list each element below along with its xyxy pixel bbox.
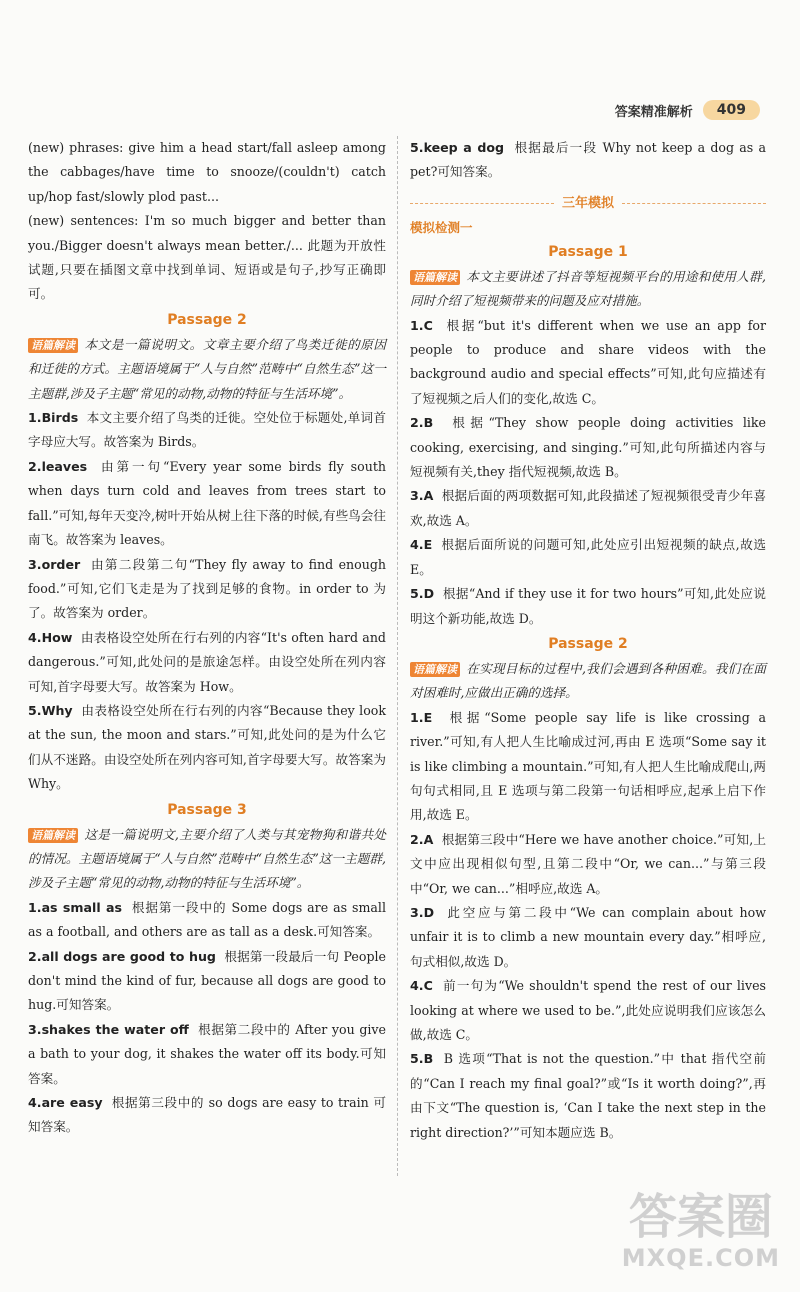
header-title: 答案精准解析: [614, 104, 693, 120]
intro-phrases: (new) phrases: give him a head start/fall asleep among the cabbages/have time to snooze/(couldn't) catch up/hop fast/slowly plod past...: [28, 140, 386, 204]
answer-item: 1.E 根据“Some people say life is like crossing a river.”可知,有人把人生比喻成过河,再由 E 选项“Some say it is like climbing a mountain.”可知,有人把人生比喻成爬山,两句句式相同,且 E 选项与第二段第一句话相呼应,起承上启下作用,故选 E。: [410, 709, 766, 823]
right-column: [410, 136, 766, 1145]
answer-item: 4.are easy 根据第三段中的 so dogs are easy to train 可知答案。: [28, 1095, 386, 1135]
answer-item: 2.leaves 由第一句“Every year some birds fly south when days turn cold and leaves from trees start to fall.”可知,每年天变冷,树叶开始从树上往下落的时候,有些鸟会往南飞。故答案为 leaves。: [28, 458, 386, 548]
summary-tag: 语篇解读: [410, 662, 460, 677]
answer-item: 1.Birds 本文主要介绍了鸟类的迁徙。空处位于标题处,单词首字母应大写。故答案为 Birds。: [28, 410, 386, 450]
answer-item: 1.C 根据“but it's different when we use an app for people to produce and share videos with the background audio and special effects”可知,此句应描述有了短视频之后人们的变化,故选 C。: [410, 317, 767, 406]
passage-summary: 语篇解读 在实现目标的过程中,我们会遇到各种困难。我们在面对困难时,应做出正确的选择。: [410, 660, 766, 701]
passage-title: Passage 2: [548, 635, 628, 652]
summary-tag: 语篇解读: [28, 828, 78, 843]
answer-item: 5.B B 选项“That is not the question.”中 that 指代空前的“Can I reach my final goal?”或“Is it worth doing?”,再由下文“The question is, ‘Can I take the next step in the right direction?’”可知本题应选 B。: [410, 1051, 766, 1140]
passage-title: Passage 1: [548, 243, 628, 260]
passage-title: Passage 3: [167, 801, 247, 818]
column-divider: [397, 136, 398, 1176]
answer-item: 3.shakes the water off 根据第二段中的 After you give a bath to your dog, it shakes the water off its body.可知答案。: [28, 1021, 386, 1086]
answer-item: 3.order 由第二段第二句“They fly away to find enough food.”可知,它们飞走是为了找到足够的食物。in order to 为了。故答案为 order。: [28, 556, 386, 621]
left-column: [28, 136, 386, 1140]
page-header: [615, 100, 760, 120]
answer-item: 2.B 根据“They show people doing activities like cooking, exercising, and singing.”可知,此句所描述内容与短视频有关,they 指代短视频,故选 B。: [410, 415, 766, 480]
passage-summary: 语篇解读 本文主要讲述了抖音等短视频平台的用途和使用人群,同时介绍了短视频带来的问题及应对措施。: [410, 268, 766, 309]
subsection-heading: 模拟检测一: [410, 219, 473, 235]
answer-item: 3.A 根据后面的两项数据可知,此段描述了短视频很受青少年喜欢,故选 A。: [410, 488, 766, 528]
passage-summary: 语篇解读 本文是一篇说明文。文章主要介绍了鸟类迁徙的原因和迁徙的方式。主题语境属于“人与自然”范畴中“自然生态”这一主题群,涉及子主题“常见的动物,动物的特征与生活环境”。: [28, 336, 386, 401]
answer-item: 5.D 根据“And if they use it for two hours”可知,此处应说明这个新功能,故选 D。: [410, 586, 766, 626]
watermark-logo: 答案圈 MXQE.COM: [621, 1189, 780, 1272]
passage-title: Passage 2: [167, 311, 247, 328]
answer-item: 3.D 此空应与第二段中“We can complain about how unfair it is to climb a new mountain every day.”相呼应,句式相似,故选 D。: [410, 904, 766, 969]
section-heading: 三年模拟: [410, 191, 766, 217]
page-number: 409: [703, 100, 760, 120]
answer-item: 2.A 根据第三段中“Here we have another choice.”可知,上文中应出现相似句型,且第二段中“Or, we can...”与第三段中“Or, we can...”相呼应,故选 A。: [410, 831, 766, 896]
summary-tag: 语篇解读: [28, 338, 78, 353]
answer-item: 4.C 前一句为“We shouldn't spend the rest of our lives looking at where we used to be.”,此处应说明我们应该怎么做,故选 C。: [410, 978, 766, 1042]
passage-summary: 语篇解读 这是一篇说明文,主要介绍了人类与其宠物狗和谐共处的情况。主题语境属于“人与自然”范畴中“自然生态”这一主题群,涉及子主题“常见的动物,动物的特征与生活环境”。: [28, 826, 386, 891]
answer-item: 4.E 根据后面所说的问题可知,此处应引出短视频的缺点,故选 E。: [410, 537, 766, 577]
answer-item: 4.How 由表格设空处所在行右列的内容“It's often hard and dangerous.”可知,此处问的是旅途怎样。由设空处所在列内容可知,首字母要大写。故答案为 How。: [28, 629, 386, 694]
answer-item: 5.Why 由表格设空处所在行右列的内容“Because they look at the sun, the moon and stars.”可知,此处问的是为什么它们从不迷路。由设空处所在列内容可知,首字母要大写。故答案为 Why。: [28, 702, 386, 792]
answer-item: 5.keep a dog 根据最后一段 Why not keep a dog as a pet?可知答案。: [410, 140, 766, 180]
answer-item: 1.as small as 根据第一段中的 Some dogs are as small as a football, and others are as tall as a desk.可知答案。: [28, 899, 386, 940]
summary-tag: 语篇解读: [410, 270, 460, 285]
intro-sentences: (new) sentences: I'm so much bigger and better than you./Bigger doesn't always mean better./... 此题为开放性试题,只要在插图文章中找到单词、短语或是句子,抄写正确即可。: [28, 213, 386, 302]
answer-item: 2.all dogs are good to hug 根据第一段最后一句 People don't mind the kind of fur, because all dogs are good to hug.可知答案。: [28, 948, 386, 1013]
